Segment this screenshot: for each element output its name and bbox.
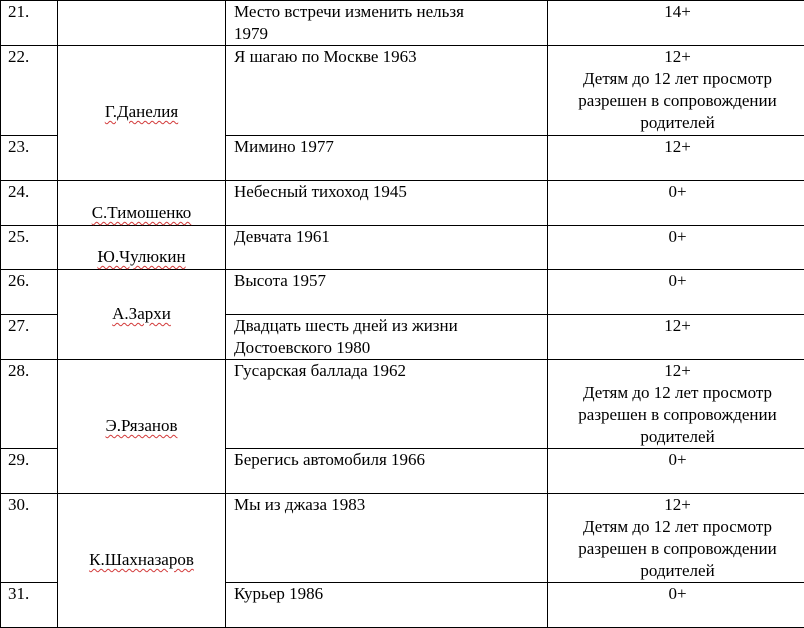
age-rating xyxy=(548,136,804,181)
age-rating-value: 14+ xyxy=(548,1,804,23)
age-rating-value: 0+ xyxy=(548,270,804,292)
film-title-line: Я шагаю по Москве 1963 xyxy=(234,46,543,68)
row-number: 24. xyxy=(1,181,58,226)
film-title xyxy=(226,270,548,315)
film-title-line: 1979 xyxy=(234,23,543,45)
film-title xyxy=(226,583,548,628)
age-rating xyxy=(548,494,804,583)
table-row xyxy=(1,226,804,270)
age-rating-value: 0+ xyxy=(548,583,804,605)
row-number: 30. xyxy=(1,494,58,583)
age-rating xyxy=(548,315,804,360)
director-cell xyxy=(58,270,226,360)
film-title xyxy=(226,494,548,583)
age-rating-note: Детям до 12 лет просмотр xyxy=(548,382,804,404)
director-cell xyxy=(58,46,226,181)
age-rating xyxy=(548,360,804,449)
age-rating-note: Детям до 12 лет просмотр xyxy=(548,516,804,538)
film-title-line: Мимино 1977 xyxy=(234,136,543,158)
age-rating xyxy=(548,181,804,226)
film-title-line: Берегись автомобиля 1966 xyxy=(234,449,543,471)
film-title-line: Курьер 1986 xyxy=(234,583,543,605)
film-title xyxy=(226,181,548,226)
age-rating-note: разрешен в сопровождении xyxy=(548,90,804,112)
film-title xyxy=(226,226,548,270)
film-title-line: Небесный тихоход 1945 xyxy=(234,181,543,203)
film-title-line: Место встречи изменить нельзя xyxy=(234,1,543,23)
age-rating-note: Детям до 12 лет просмотр xyxy=(548,68,804,90)
row-number: 22. xyxy=(1,46,58,136)
director-name: С.Тимошенко xyxy=(92,203,192,222)
film-title xyxy=(226,449,548,494)
film-title-line: Мы из джаза 1983 xyxy=(234,494,543,516)
row-number: 23. xyxy=(1,136,58,181)
age-rating-value: 12+ xyxy=(548,46,804,68)
row-number: 31. xyxy=(1,583,58,628)
table-row xyxy=(1,494,804,583)
film-title-line: Гусарская баллада 1962 xyxy=(234,360,543,382)
director-name: Э.Рязанов xyxy=(106,416,178,435)
age-rating-value: 12+ xyxy=(548,494,804,516)
director-name: К.Шахназаров xyxy=(89,550,194,569)
director-name: А.Зархи xyxy=(112,304,171,323)
row-number: 25. xyxy=(1,226,58,270)
table-row xyxy=(1,360,804,449)
director-name: Ю.Чулюкин xyxy=(97,247,185,266)
film-title-line: Достоевского 1980 xyxy=(234,337,543,359)
table-row xyxy=(1,270,804,315)
film-title-line: Девчата 1961 xyxy=(234,226,543,248)
age-rating-note: родителей xyxy=(548,112,804,134)
age-rating-note: родителей xyxy=(548,560,804,582)
film-title xyxy=(226,46,548,136)
director-cell xyxy=(58,181,226,226)
age-rating xyxy=(548,583,804,628)
row-number: 26. xyxy=(1,270,58,315)
table-row xyxy=(1,181,804,226)
row-number: 29. xyxy=(1,449,58,494)
director-cell xyxy=(58,226,226,270)
film-title xyxy=(226,360,548,449)
age-rating-value: 12+ xyxy=(548,360,804,382)
age-rating xyxy=(548,226,804,270)
age-rating xyxy=(548,449,804,494)
age-rating xyxy=(548,1,804,46)
age-rating-note: разрешен в сопровождении xyxy=(548,538,804,560)
film-title xyxy=(226,1,548,46)
age-rating-note: разрешен в сопровождении xyxy=(548,404,804,426)
director-cell xyxy=(58,1,226,46)
table-row xyxy=(1,1,804,46)
director-cell xyxy=(58,360,226,494)
film-title xyxy=(226,315,548,360)
film-title xyxy=(226,136,548,181)
age-rating-note: родителей xyxy=(548,426,804,448)
director-cell xyxy=(58,494,226,628)
table-row xyxy=(1,46,804,136)
film-title-line: Двадцать шесть дней из жизни xyxy=(234,315,543,337)
row-number: 27. xyxy=(1,315,58,360)
age-rating xyxy=(548,270,804,315)
age-rating xyxy=(548,46,804,136)
film-title-line: Высота 1957 xyxy=(234,270,543,292)
age-rating-value: 12+ xyxy=(548,136,804,158)
row-number: 28. xyxy=(1,360,58,449)
age-rating-value: 12+ xyxy=(548,315,804,337)
director-name: Г.Данелия xyxy=(105,102,178,121)
row-number: 21. xyxy=(1,1,58,46)
age-rating-value: 0+ xyxy=(548,181,804,203)
age-rating-value: 0+ xyxy=(548,226,804,248)
age-rating-value: 0+ xyxy=(548,449,804,471)
